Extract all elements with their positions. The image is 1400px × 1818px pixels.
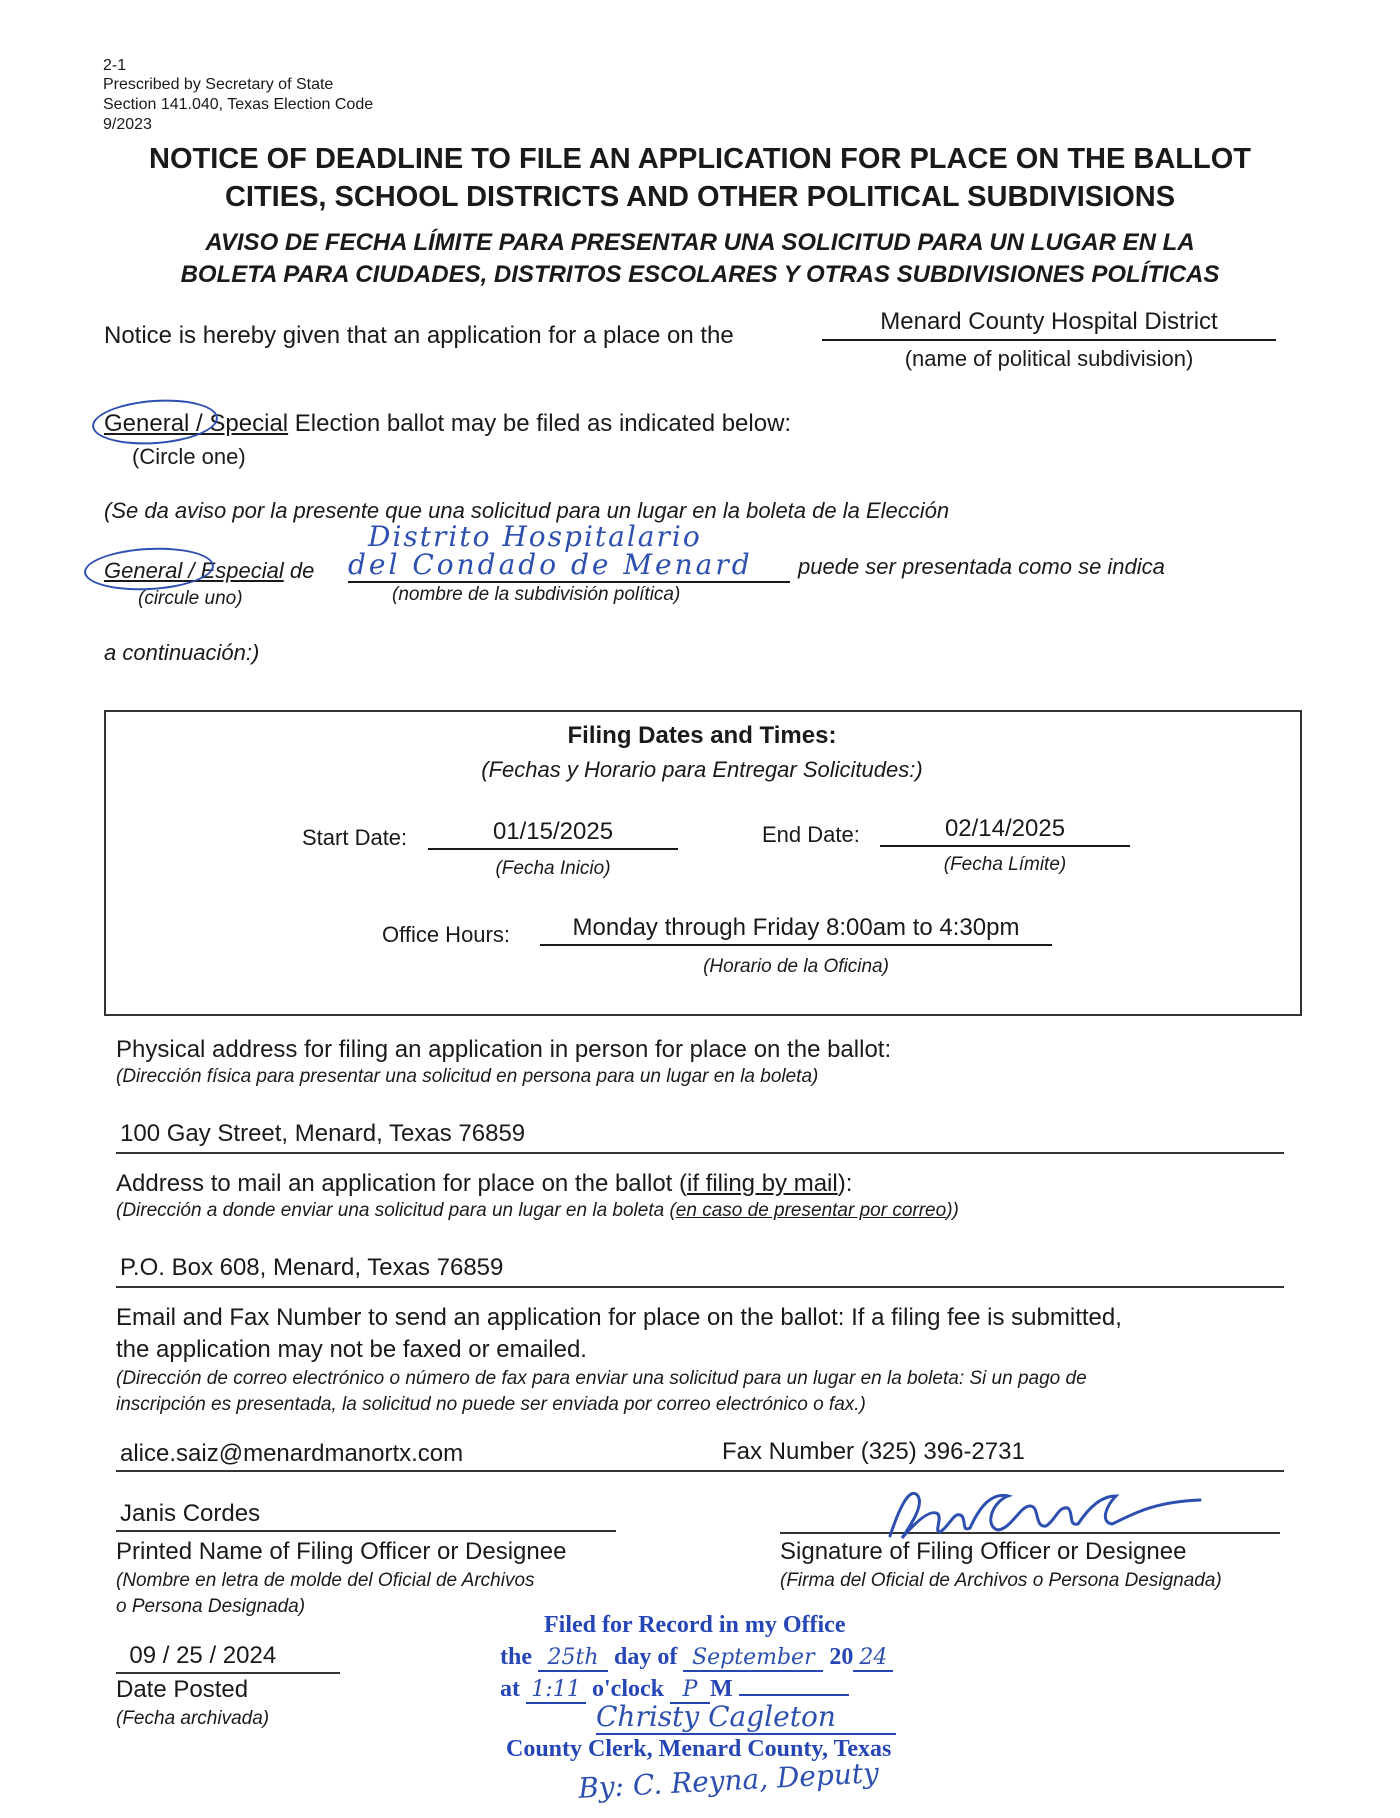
mail-address-value: P.O. Box 608, Menard, Texas 76859 — [116, 1254, 1284, 1288]
stamp-line-1: Filed for Record in my Office — [544, 1612, 846, 1638]
es-name-caption: (nombre de la subdivisión política) — [392, 584, 681, 605]
title-es-line-2: BOLETA PARA CIUDADES, DISTRITOS ESCOLARES Y OTRAS SUBDIVISIONES POLÍTICAS — [180, 261, 1220, 288]
physical-address-label: Physical address for filing an application in person for place on the ballot: — [116, 1036, 892, 1063]
office-hours-caption: (Horario de la Oficina) — [703, 956, 889, 977]
office-hours-label: Office Hours: — [382, 922, 510, 947]
filing-heading-es: (Fechas y Horario para Entregar Solicitudes:) — [481, 757, 923, 782]
fax-value: Fax Number (325) 396-2731 — [722, 1438, 1025, 1465]
subdivision-name: Menard County Hospital District — [822, 308, 1276, 341]
es-circle-caption: (circule uno) — [138, 588, 243, 609]
printed-name-value: Janis Cordes — [116, 1500, 616, 1532]
special-option: Special — [209, 410, 289, 437]
end-date-caption: (Fecha Límite) — [943, 854, 1067, 875]
printed-name-label: Printed Name of Filing Officer or Designee — [116, 1538, 567, 1565]
subdivision-caption: (name of political subdivision) — [904, 346, 1194, 371]
end-date-value: 02/14/2025 — [880, 815, 1130, 847]
start-date-value: 01/15/2025 — [428, 818, 678, 850]
title-line-2: CITIES, SCHOOL DISTRICTS AND OTHER POLITICAL SUBDIVISIONS — [224, 181, 1176, 213]
printed-name-es-1: (Nombre en letra de molde del Oficial de Archivos — [116, 1570, 535, 1591]
notice-intro: Notice is hereby given that an application for a place on the — [104, 322, 734, 349]
es-general-option: General — [104, 558, 183, 583]
es-special-option: Especial — [200, 558, 284, 583]
printed-name-es-2: o Persona Designada) — [116, 1596, 306, 1617]
clerk-line: County Clerk, Menard County, Texas — [506, 1736, 892, 1762]
es-name-handwritten-1: Distrito Hospitalario — [368, 520, 702, 553]
filing-heading: Filing Dates and Times: — [567, 722, 837, 749]
general-circle-mark — [91, 396, 220, 449]
email-fax-es-2: inscripción es presentada, la solicitud no puede ser enviada por correo electrónico o fax.) — [116, 1394, 866, 1415]
es-name-handwritten-2: del Condado de Menard — [348, 548, 790, 583]
general-option: General — [104, 410, 190, 437]
posted-day: 25 — [176, 1642, 203, 1669]
stamp-month: September — [683, 1645, 823, 1672]
date-posted-es: (Fecha archivada) — [116, 1708, 270, 1729]
es-general-circle-mark — [83, 545, 215, 594]
mail-link-text: if filing by mail — [687, 1170, 838, 1197]
ballot-text: Election ballot may be filed as indicated below: — [294, 410, 792, 437]
form-date: 9/2023 — [103, 116, 152, 133]
title-es-line-1: AVISO DE FECHA LÍMITE PARA PRESENTAR UNA SOLICITUD PARA UN LUGAR EN LA — [205, 229, 1195, 256]
posted-month: 09 — [129, 1642, 157, 1669]
es-intro: (Se da aviso por la presente que una solicitud para un lugar en la boleta de la Elección — [104, 498, 950, 523]
code-section: Section 141.040, Texas Election Code — [103, 96, 374, 113]
circle-one-caption: (Circle one) — [132, 444, 246, 469]
deputy-signature: By: C. Reyna, Deputy — [577, 1756, 880, 1805]
physical-address-value: 100 Gay Street, Menard, Texas 76859 — [116, 1120, 1284, 1154]
email-fax-es-1: (Dirección de correo electrónico o número de fax para enviar una solicitud para un lugar en la boleta: Si un pago de — [116, 1368, 1087, 1389]
es-rest: puede ser presentada como se indica — [798, 554, 1165, 579]
email-fax-label-2: the application may not be faxed or emailed. — [116, 1336, 587, 1363]
slash-separator: / — [189, 410, 210, 437]
clerk-signature: Christy Cagleton — [596, 1700, 896, 1735]
es-de: de — [289, 558, 315, 583]
stamp-ampm: P — [670, 1677, 710, 1704]
email-fax-label-1: Email and Fax Number to send an application for place on the ballot: If a filing fee is submitted, — [116, 1304, 1122, 1331]
prescribed-by: Prescribed by Secretary of State — [103, 76, 334, 93]
date-posted-label: Date Posted — [116, 1676, 249, 1703]
start-date-label: Start Date: — [302, 825, 408, 850]
stamp-year: 24 — [853, 1645, 893, 1672]
mail-address-label-es: (Dirección a donde enviar una solicitud para un lugar en la boleta (en caso de presentar por correo)) — [116, 1200, 959, 1221]
physical-address-label-es: (Dirección física para presentar una solicitud en persona para un lugar en la boleta) — [116, 1066, 819, 1087]
stamp-time: 1:11 — [526, 1677, 586, 1704]
es-election-type-line: General / Especial de — [104, 558, 315, 583]
posted-year: 2024 — [222, 1642, 277, 1669]
signature-label: Signature of Filing Officer or Designee — [780, 1538, 1187, 1565]
title-line-1: NOTICE OF DEADLINE TO FILE AN APPLICATION FOR PLACE ON THE BALLOT — [149, 143, 1251, 175]
signature-es: (Firma del Oficial de Archivos o Persona Designada) — [780, 1570, 1222, 1591]
stamp-line-2: the 25th day of September 20 24 — [500, 1644, 893, 1672]
stamp-day: 25th — [538, 1645, 608, 1672]
es-continuation: a continuación:) — [104, 640, 260, 665]
mail-address-label: Address to mail an application for place on the ballot (if filing by mail): — [116, 1170, 853, 1197]
form-number: 2-1 — [103, 57, 127, 74]
date-posted-value: 09 / 25 / 2024 — [116, 1642, 340, 1674]
start-date-caption: (Fecha Inicio) — [495, 858, 611, 879]
end-date-label: End Date: — [762, 822, 860, 847]
email-value: alice.saiz@menardmanortx.com — [120, 1440, 464, 1467]
office-hours-value: Monday through Friday 8:00am to 4:30pm — [540, 914, 1052, 946]
stamp-line-3: at 1:11 o'clock P M — [500, 1676, 849, 1704]
